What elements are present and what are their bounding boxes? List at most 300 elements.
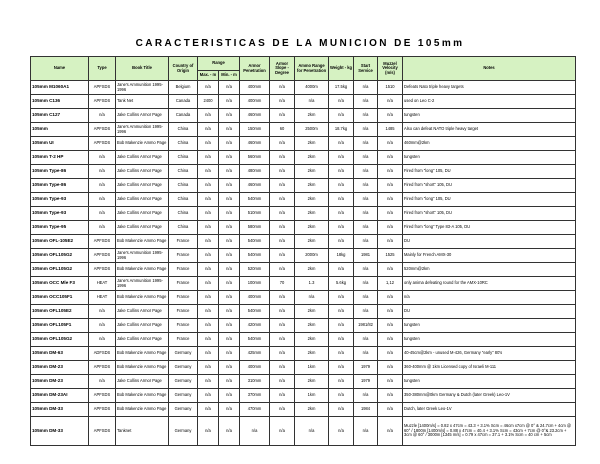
cell-book-title: Jake Collins Armor Page	[116, 221, 169, 235]
cell-weight: n/a	[329, 235, 354, 249]
cell-armor-penetration: 580mm	[240, 221, 270, 235]
cell-weight: n/a	[329, 221, 354, 235]
cell-notes: only anima defeating round for the AMX-10RC	[403, 277, 576, 291]
cell-country: France	[169, 333, 198, 347]
cell-type: ADFSDS	[89, 347, 116, 361]
cell-armor-penetration: 400mm	[240, 291, 270, 305]
cell-country: Germany	[169, 417, 198, 446]
table-row	[31, 109, 576, 123]
cell-armor-penetration: 460mm	[240, 179, 270, 193]
cell-armor-penetration: n/a	[240, 417, 270, 446]
cell-ammo-range: 2km	[295, 165, 329, 179]
cell-weight: n/a	[329, 347, 354, 361]
cell-book-title: Bob Makenzie Ammo Page	[116, 361, 169, 375]
cell-range-min: n/a	[219, 123, 240, 137]
cell-notes: Mainly for French AMX-30	[403, 249, 576, 263]
cell-start-service: n/a	[354, 207, 378, 221]
cell-armor-slope: n/a	[270, 179, 295, 193]
cell-start-service: 1979	[354, 361, 378, 375]
cell-country: China	[169, 165, 198, 179]
cell-ammo-range: 2km	[295, 263, 329, 277]
header-book-title: Book Title	[116, 57, 169, 81]
cell-type: APFSDS	[89, 95, 116, 109]
cell-armor-penetration: 460mm	[240, 109, 270, 123]
cell-armor-penetration: 540mm	[240, 193, 270, 207]
cell-notes: 350-380mm@0km Germany & Dutch (later Greek) Leo-1V	[403, 389, 576, 403]
cell-weight: n/a	[329, 305, 354, 319]
cell-range-max: n/a	[198, 207, 219, 221]
cell-ammo-range: n/a	[295, 291, 329, 305]
cell-book-title: Bob Makenzie Ammo Page	[116, 291, 169, 305]
cell-weight: 18.7kg	[329, 123, 354, 137]
cell-country: Germany	[169, 361, 198, 375]
header-armor-slope: Armor Slope - Degree	[270, 57, 295, 81]
cell-ammo-range: 4000m	[295, 81, 329, 95]
cell-name: 105mm DM-33	[31, 403, 89, 417]
cell-range-min: n/a	[219, 305, 240, 319]
cell-range-max: n/a	[198, 123, 219, 137]
cell-weight: n/a	[329, 389, 354, 403]
cell-notes: 520mm@2km	[403, 263, 576, 277]
cell-armor-slope: n/a	[270, 403, 295, 417]
cell-armor-penetration: 540mm	[240, 333, 270, 347]
cell-armor-slope: n/a	[270, 95, 295, 109]
cell-range-max: n/a	[198, 165, 219, 179]
table-row	[31, 277, 576, 291]
cell-start-service: n/a	[354, 277, 378, 291]
cell-range-min: n/a	[219, 137, 240, 151]
cell-type: APFSDS	[89, 417, 116, 446]
cell-armor-slope: n/a	[270, 221, 295, 235]
header-name: Name	[31, 57, 89, 81]
cell-ammo-range: 2km	[295, 151, 329, 165]
cell-start-service: n/a	[354, 235, 378, 249]
cell-type: n/a	[89, 193, 116, 207]
cell-muzzle-velocity: n/a	[378, 263, 403, 277]
cell-range-max: n/a	[198, 81, 219, 95]
header-range-min: Min. - m	[219, 71, 240, 81]
cell-country: China	[169, 137, 198, 151]
cell-start-service: n/a	[354, 417, 378, 446]
cell-name: 105mm DM-23AI	[31, 389, 89, 403]
cell-range-max: n/a	[198, 221, 219, 235]
cell-armor-slope: n/a	[270, 263, 295, 277]
cell-range-max: n/a	[198, 347, 219, 361]
cell-notes: n/a	[403, 291, 576, 305]
cell-weight: n/a	[329, 319, 354, 333]
cell-book-title: Jake Collins Armor Page	[116, 305, 169, 319]
cell-type: n/a	[89, 319, 116, 333]
cell-muzzle-velocity: 1,12	[378, 277, 403, 291]
cell-book-title: Jake Collins Armor Page	[116, 109, 169, 123]
cell-notes: tungsten	[403, 319, 576, 333]
cell-armor-slope: n/a	[270, 291, 295, 305]
cell-weight: n/a	[329, 375, 354, 389]
cell-armor-slope: n/a	[270, 81, 295, 95]
cell-book-title: Jane's Ammunition 1995-1996	[116, 249, 169, 263]
cell-notes: 460mm@2km	[403, 137, 576, 151]
cell-ammo-range: 2500m	[295, 123, 329, 137]
cell-range-max: n/a	[198, 291, 219, 305]
cell-range-max: n/a	[198, 305, 219, 319]
cell-ammo-range: 2km	[295, 235, 329, 249]
cell-start-service: n/a	[354, 95, 378, 109]
cell-book-title: Jake Collins Armor Page	[116, 179, 169, 193]
cell-start-service: 1981/82	[354, 319, 378, 333]
table-row	[31, 263, 576, 277]
cell-armor-penetration: 560mm	[240, 151, 270, 165]
cell-country: China	[169, 207, 198, 221]
cell-muzzle-velocity: n/a	[378, 333, 403, 347]
cell-type: n/a	[89, 179, 116, 193]
cell-range-min: n/a	[219, 95, 240, 109]
cell-muzzle-velocity: n/a	[378, 291, 403, 305]
cell-type: APFSDS	[89, 361, 116, 375]
cell-type: n/a	[89, 151, 116, 165]
cell-book-title: Jake Collins Armor Page	[116, 333, 169, 347]
header-muzzle-velocity: Muzzel Velocity (m/s)	[378, 57, 403, 81]
cell-type: APFSDS	[89, 235, 116, 249]
table-row	[31, 249, 576, 263]
cell-armor-slope: n/a	[270, 361, 295, 375]
cell-start-service: n/a	[354, 137, 378, 151]
cell-range-max: n/a	[198, 417, 219, 446]
cell-ammo-range: 2km	[295, 347, 329, 361]
cell-weight: n/a	[329, 165, 354, 179]
cell-weight: 5.6kg	[329, 277, 354, 291]
cell-muzzle-velocity: 1510	[378, 81, 403, 95]
cell-armor-slope: n/a	[270, 249, 295, 263]
cell-range-min: n/a	[219, 319, 240, 333]
cell-name: 105mm UI	[31, 137, 89, 151]
cell-armor-slope: n/a	[270, 389, 295, 403]
cell-range-min: n/a	[219, 263, 240, 277]
cell-range-max: n/a	[198, 375, 219, 389]
cell-start-service: 1981	[354, 249, 378, 263]
header-start-service: Start Service	[354, 57, 378, 81]
cell-book-title: Jane's Ammunition 1995-1996	[116, 123, 169, 137]
cell-country: Germany	[169, 403, 198, 417]
cell-armor-slope: n/a	[270, 151, 295, 165]
cell-start-service: n/a	[354, 333, 378, 347]
table-row	[31, 207, 576, 221]
cell-name: 105mm Type-93	[31, 207, 89, 221]
cell-armor-slope: n/a	[270, 165, 295, 179]
cell-book-title: Tanknet	[116, 417, 169, 446]
cell-name: 105mm C127	[31, 109, 89, 123]
cell-book-title: Bob Makenzie Ammo Page	[116, 389, 169, 403]
cell-weight: n/a	[329, 137, 354, 151]
cell-start-service: n/a	[354, 81, 378, 95]
cell-armor-slope: n/a	[270, 347, 295, 361]
cell-muzzle-velocity: n/a	[378, 235, 403, 249]
cell-armor-slope: n/a	[270, 305, 295, 319]
cell-weight: n/a	[329, 193, 354, 207]
cell-type: n/a	[89, 333, 116, 347]
cell-muzzle-velocity: n/a	[378, 179, 403, 193]
cell-start-service: n/a	[354, 291, 378, 305]
cell-armor-penetration: 540mm	[240, 235, 270, 249]
cell-notes: 40-45cm@2km - unused M-426, Germany "early" 80's	[403, 347, 576, 361]
cell-range-min: n/a	[219, 403, 240, 417]
cell-start-service: n/a	[354, 193, 378, 207]
cell-armor-penetration: 480mm	[240, 165, 270, 179]
cell-weight: 18kg	[329, 249, 354, 263]
cell-notes: DU	[403, 235, 576, 249]
cell-notes: tungsten	[403, 151, 576, 165]
cell-range-max: n/a	[198, 249, 219, 263]
cell-start-service: n/a	[354, 123, 378, 137]
cell-ammo-range: 2000m	[295, 249, 329, 263]
cell-notes: Muzzle [1400m/s] = 0.82 x 47cm = 43.3 + 3.1% Scm = 46cm x7cm @ 0° & 24.7cm + 4cm @ 60° / 1800m [1400m/s] = 0.88 x 47cm = 40.4 + 3.1% Scm = 43cm + 7cm @ 0°& 23.2cm + 3cm @ 60° / 3000m [1345 m/s] = 0.79 x 47cm = 37.1 + 3.1% Scm = 40 cm + 5cm	[403, 417, 576, 446]
table-row	[31, 221, 576, 235]
cell-range-max: n/a	[198, 109, 219, 123]
cell-country: Canada	[169, 95, 198, 109]
cell-name: 105mm OCC105F1	[31, 291, 89, 305]
cell-range-min: n/a	[219, 221, 240, 235]
cell-range-max: 2400	[198, 95, 219, 109]
cell-muzzle-velocity: n/a	[378, 193, 403, 207]
cell-notes: used on Leo C-2	[403, 95, 576, 109]
cell-ammo-range: 2km	[295, 403, 329, 417]
cell-range-max: n/a	[198, 235, 219, 249]
cell-muzzle-velocity: n/a	[378, 417, 403, 446]
table-row	[31, 123, 576, 137]
cell-type: APFSDS	[89, 389, 116, 403]
cell-book-title: Bob Makenzie Ammo Page	[116, 235, 169, 249]
cell-country: France	[169, 277, 198, 291]
cell-ammo-range: 2km	[295, 207, 329, 221]
cell-armor-slope: n/a	[270, 235, 295, 249]
cell-armor-slope: n/a	[270, 207, 295, 221]
cell-notes: Fired from "long" Type 83-A 105, DU	[403, 221, 576, 235]
cell-country: China	[169, 151, 198, 165]
cell-type: n/a	[89, 305, 116, 319]
cell-ammo-range: 2km	[295, 221, 329, 235]
table-row	[31, 417, 576, 446]
cell-range-min: n/a	[219, 81, 240, 95]
header-range: Range	[198, 57, 240, 71]
cell-book-title: Jake Collins Armor Page	[116, 207, 169, 221]
cell-range-max: n/a	[198, 277, 219, 291]
cell-weight: n/a	[329, 95, 354, 109]
cell-type: n/a	[89, 375, 116, 389]
table-row	[31, 319, 576, 333]
cell-name: 105mm Type-93	[31, 193, 89, 207]
table-row	[31, 333, 576, 347]
cell-range-max: n/a	[198, 403, 219, 417]
table-row	[31, 347, 576, 361]
cell-muzzle-velocity: n/a	[378, 151, 403, 165]
cell-ammo-range: n/a	[295, 417, 329, 446]
cell-armor-penetration: 460mm	[240, 137, 270, 151]
cell-country: Canada	[169, 109, 198, 123]
cell-ammo-range: 2km	[295, 319, 329, 333]
cell-type: n/a	[89, 109, 116, 123]
cell-range-min: n/a	[219, 109, 240, 123]
cell-notes: DU	[403, 305, 576, 319]
cell-armor-penetration: 540mm	[240, 305, 270, 319]
cell-range-max: n/a	[198, 361, 219, 375]
cell-book-title: Tank Net	[116, 95, 169, 109]
cell-range-max: n/a	[198, 333, 219, 347]
cell-armor-slope: n/a	[270, 333, 295, 347]
cell-range-min: n/a	[219, 361, 240, 375]
table-row	[31, 95, 576, 109]
cell-ammo-range: n/a	[295, 95, 329, 109]
cell-ammo-range: 2km	[295, 137, 329, 151]
cell-name: 105mm Type-95	[31, 221, 89, 235]
cell-name: 105mm OFL105G2	[31, 249, 89, 263]
table-row	[31, 361, 576, 375]
cell-range-min: n/a	[219, 193, 240, 207]
cell-type: APFSDS	[89, 403, 116, 417]
cell-range-min: n/a	[219, 235, 240, 249]
cell-muzzle-velocity: n/a	[378, 347, 403, 361]
cell-type: HEAT	[89, 291, 116, 305]
cell-range-min: n/a	[219, 333, 240, 347]
cell-armor-slope: n/a	[270, 193, 295, 207]
cell-weight: n/a	[329, 403, 354, 417]
cell-book-title: Bob Makenzie Ammo Page	[116, 347, 169, 361]
cell-armor-penetration: 400mm	[240, 95, 270, 109]
cell-notes: Fired from "short" 105, DU	[403, 179, 576, 193]
cell-range-min: n/a	[219, 207, 240, 221]
cell-name: 105mm T-2 HP	[31, 151, 89, 165]
cell-book-title: Jake Collins Armor Page	[116, 193, 169, 207]
cell-weight: n/a	[329, 109, 354, 123]
table-row	[31, 81, 576, 95]
table-row	[31, 137, 576, 151]
cell-muzzle-velocity: n/a	[378, 165, 403, 179]
table-row	[31, 235, 576, 249]
cell-notes: Fired from "long" 105, DU	[403, 193, 576, 207]
cell-start-service: n/a	[354, 221, 378, 235]
table-row	[31, 193, 576, 207]
cell-armor-penetration: 510mm	[240, 207, 270, 221]
cell-weight: n/a	[329, 417, 354, 446]
cell-country: France	[169, 235, 198, 249]
cell-country: France	[169, 305, 198, 319]
cell-start-service: n/a	[354, 179, 378, 193]
cell-notes: Fired from "short" 105, DU	[403, 207, 576, 221]
header-armor-penetration: Armor Penetration	[240, 57, 270, 81]
cell-range-min: n/a	[219, 165, 240, 179]
cell-armor-penetration: 520mm	[240, 263, 270, 277]
ammunition-table	[30, 56, 576, 446]
cell-ammo-range: 2km	[295, 375, 329, 389]
cell-range-max: n/a	[198, 319, 219, 333]
cell-start-service: n/a	[354, 347, 378, 361]
cell-book-title: Bob Makenzie Ammo Page	[116, 263, 169, 277]
cell-range-min: n/a	[219, 347, 240, 361]
cell-range-min: n/a	[219, 249, 240, 263]
cell-weight: n/a	[329, 179, 354, 193]
cell-muzzle-velocity: n/a	[378, 375, 403, 389]
cell-armor-penetration: 470mm	[240, 403, 270, 417]
cell-range-min: n/a	[219, 179, 240, 193]
page-title: CARACTERISTICAS DE LA MUNICION DE 105mm	[135, 38, 465, 49]
cell-armor-penetration: 370mm	[240, 389, 270, 403]
cell-country: Germany	[169, 347, 198, 361]
cell-book-title: Jake Collins Armor Page	[116, 375, 169, 389]
table-row	[31, 179, 576, 193]
cell-notes: Fired from "long" 105, DU	[403, 165, 576, 179]
cell-armor-penetration: 310mm	[240, 375, 270, 389]
cell-weight: n/a	[329, 263, 354, 277]
cell-name: 105mm OFL-105E2	[31, 235, 89, 249]
cell-armor-penetration: 100mm	[240, 277, 270, 291]
cell-book-title: Jane's Ammunition 1995-1996	[116, 277, 169, 291]
cell-name: 105mm Type-86	[31, 179, 89, 193]
cell-muzzle-velocity: n/a	[378, 95, 403, 109]
cell-armor-penetration: 400mm	[240, 81, 270, 95]
cell-name: 105mm DM-33	[31, 417, 89, 446]
cell-country: China	[169, 179, 198, 193]
cell-armor-penetration: 400mm	[240, 361, 270, 375]
cell-book-title: Jake Collins Armor Page	[116, 151, 169, 165]
cell-country: China	[169, 123, 198, 137]
cell-name: 105mm C136	[31, 95, 89, 109]
cell-notes: 360-400mm @ 1km Licensed copy of Israeli M-111	[403, 361, 576, 375]
cell-country: Germany	[169, 375, 198, 389]
cell-muzzle-velocity: n/a	[378, 319, 403, 333]
cell-range-min: n/a	[219, 151, 240, 165]
cell-armor-slope: n/a	[270, 417, 295, 446]
cell-range-max: n/a	[198, 193, 219, 207]
cell-book-title: Jane's Ammunition 1995-1996	[116, 81, 169, 95]
cell-start-service: n/a	[354, 389, 378, 403]
cell-armor-slope: n/a	[270, 319, 295, 333]
cell-name: 105mm M1060A1	[31, 81, 89, 95]
table-row	[31, 389, 576, 403]
cell-type: APFSDS	[89, 137, 116, 151]
cell-type: APFSDS	[89, 123, 116, 137]
cell-start-service: n/a	[354, 263, 378, 277]
cell-ammo-range: 2km	[295, 333, 329, 347]
cell-type: APFSDS	[89, 263, 116, 277]
cell-weight: 17.5kg	[329, 81, 354, 95]
cell-muzzle-velocity: n/a	[378, 207, 403, 221]
header-range-max: Max. - m	[198, 71, 219, 81]
cell-type: n/a	[89, 221, 116, 235]
cell-notes: tungsten	[403, 109, 576, 123]
cell-start-service: 1979	[354, 375, 378, 389]
cell-range-min: n/a	[219, 417, 240, 446]
cell-ammo-range: 2km	[295, 109, 329, 123]
cell-country: France	[169, 263, 198, 277]
cell-ammo-range: 2km	[295, 193, 329, 207]
cell-armor-slope: 70	[270, 277, 295, 291]
cell-armor-penetration: 150mm	[240, 123, 270, 137]
cell-country: France	[169, 291, 198, 305]
cell-book-title: Jake Collins Armor Page	[116, 165, 169, 179]
cell-start-service: 1984	[354, 403, 378, 417]
cell-range-min: n/a	[219, 277, 240, 291]
cell-ammo-range: 1km	[295, 389, 329, 403]
table-row	[31, 305, 576, 319]
cell-name: 105mm DM-23	[31, 361, 89, 375]
cell-country: China	[169, 221, 198, 235]
cell-notes: Also can defeat NATO triple heavy target	[403, 123, 576, 137]
cell-ammo-range: 2km	[295, 179, 329, 193]
header-country: Country of Origin	[169, 57, 198, 81]
cell-muzzle-velocity: n/a	[378, 305, 403, 319]
cell-start-service: n/a	[354, 305, 378, 319]
cell-notes: Defeats Nato triple heavy targets	[403, 81, 576, 95]
cell-ammo-range: 1km	[295, 361, 329, 375]
cell-book-title: Bob Makenzie Ammo Page	[116, 403, 169, 417]
